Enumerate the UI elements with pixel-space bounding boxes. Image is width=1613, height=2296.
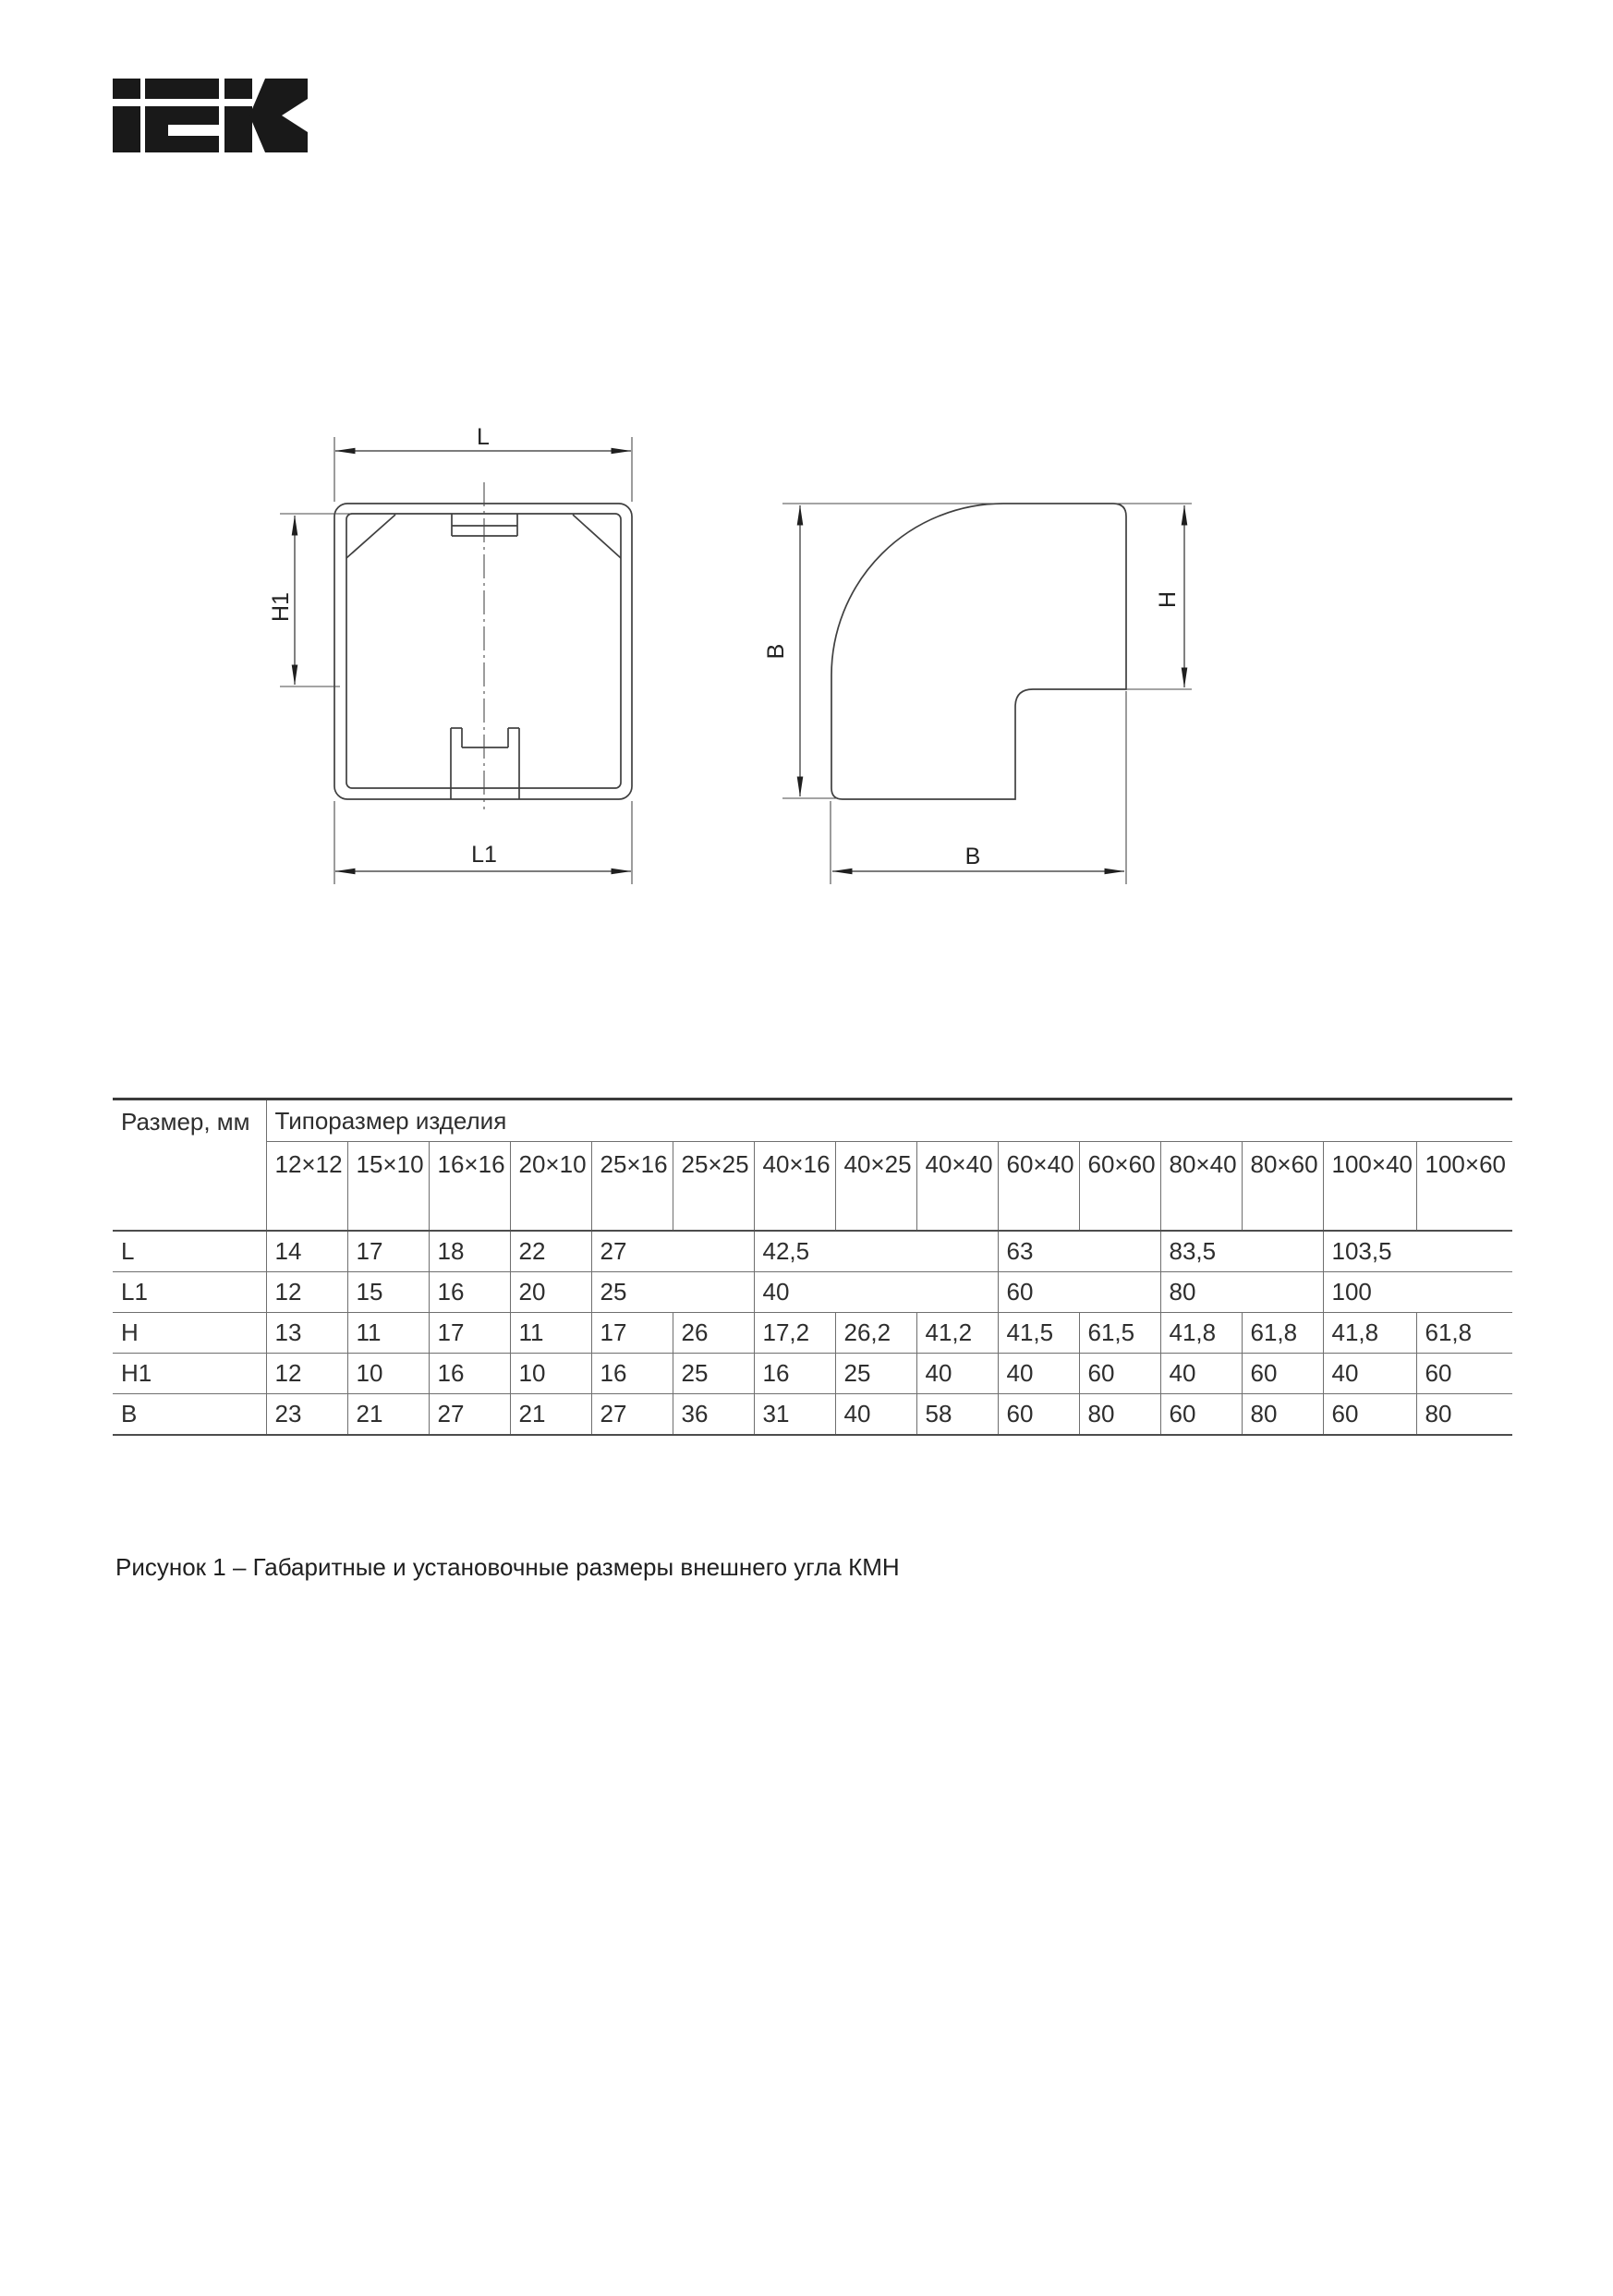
size-header-cell: 40×40 [916,1142,998,1232]
value-cell: 103,5 [1323,1231,1512,1272]
value-cell: 40 [998,1354,1079,1394]
value-cell: 27 [591,1231,754,1272]
side-view-drawing [758,471,1210,905]
value-cell: 21 [510,1394,591,1436]
dim-label-B-bottom: B [964,844,981,869]
logo-k-bar-top [224,79,252,99]
value-cell: 80 [1242,1394,1323,1436]
value-cell: 22 [510,1231,591,1272]
value-cell: 17 [591,1313,673,1354]
value-cell: 10 [510,1354,591,1394]
dimension-H [1155,505,1184,687]
value-cell: 25 [673,1354,754,1394]
value-cell: 17 [429,1313,510,1354]
row-label: L1 [113,1272,266,1313]
value-cell: 17 [347,1231,429,1272]
value-cell: 41,8 [1323,1313,1416,1354]
value-cell: 16 [591,1354,673,1394]
table-body [113,1231,1512,1435]
value-cell: 27 [429,1394,510,1436]
value-cell: 41,5 [998,1313,1079,1354]
value-cell: 20 [510,1272,591,1313]
size-header-cell: 60×40 [998,1142,1079,1232]
value-cell: 61,8 [1242,1313,1323,1354]
value-cell: 60 [1242,1354,1323,1394]
size-header-cell: 100×40 [1323,1142,1416,1232]
value-cell: 25 [835,1354,916,1394]
size-header-cell: 25×16 [591,1142,673,1232]
value-cell: 31 [754,1394,835,1436]
logo-k-bar-bottom [224,106,252,152]
size-column-header: Размер, мм [113,1099,266,1232]
value-cell: 60 [1416,1354,1512,1394]
value-cell: 40 [1323,1354,1416,1394]
value-cell: 16 [429,1354,510,1394]
size-header-cell: 20×10 [510,1142,591,1232]
value-cell: 13 [266,1313,347,1354]
elbow-body-outline [831,504,1126,799]
value-cell: 60 [1323,1394,1416,1436]
value-cell: 14 [266,1231,347,1272]
size-header-cell: 80×60 [1242,1142,1323,1232]
value-cell: 60 [998,1272,1160,1313]
dim-label-B-left: B [763,643,789,660]
value-cell: 40 [835,1394,916,1436]
value-cell: 15 [347,1272,429,1313]
value-cell: 60 [1079,1354,1160,1394]
dimension-B-left [763,505,800,796]
corner-body-outline [334,482,632,809]
dim-label-H1: H1 [268,592,294,622]
figure-caption: Рисунок 1 – Габаритные и установочные размеры внешнего угла КМН [115,1553,900,1581]
extension-lines [782,504,1192,884]
size-header-cell: 60×60 [1079,1142,1160,1232]
value-cell: 26 [673,1313,754,1354]
value-cell: 26,2 [835,1313,916,1354]
dimension-L1 [334,801,632,884]
dimension-H1 [268,514,351,686]
value-cell: 12 [266,1354,347,1394]
size-header-cell: 80×40 [1160,1142,1242,1232]
value-cell: 40 [754,1272,998,1313]
value-cell: 61,8 [1416,1313,1512,1354]
dimensions-table [113,1098,1512,1436]
value-cell: 16 [754,1354,835,1394]
size-header-cell: 25×25 [673,1142,754,1232]
dim-label-H: H [1155,590,1181,609]
size-header-cell: 40×25 [835,1142,916,1232]
value-cell: 41,2 [916,1313,998,1354]
logo-k-chevron [249,79,308,152]
table-row [113,1313,1512,1354]
size-header-cell: 16×16 [429,1142,510,1232]
value-cell: 10 [347,1354,429,1394]
value-cell: 58 [916,1394,998,1436]
logo-e-body [145,106,219,152]
value-cell: 80 [1079,1394,1160,1436]
value-cell: 11 [510,1313,591,1354]
group-header-row [113,1099,1512,1142]
value-cell: 25 [591,1272,754,1313]
logo-i-dot [113,79,140,99]
value-cell: 83,5 [1160,1231,1323,1272]
value-cell: 11 [347,1313,429,1354]
iek-logo [113,79,309,152]
value-cell: 42,5 [754,1231,998,1272]
value-cell: 21 [347,1394,429,1436]
table-header [113,1099,1512,1232]
table-row [113,1231,1512,1272]
row-label: H1 [113,1354,266,1394]
value-cell: 17,2 [754,1313,835,1354]
table-row [113,1394,1512,1436]
size-header-cell: 40×16 [754,1142,835,1232]
value-cell: 61,5 [1079,1313,1160,1354]
logo-i-stem [113,106,140,152]
value-cell: 23 [266,1394,347,1436]
value-cell: 63 [998,1231,1160,1272]
table-row [113,1272,1512,1313]
size-header-cell: 12×12 [266,1142,347,1232]
value-cell: 80 [1416,1394,1512,1436]
value-cell: 12 [266,1272,347,1313]
row-label: L [113,1231,266,1272]
value-cell: 36 [673,1394,754,1436]
table-row [113,1354,1512,1394]
value-cell: 16 [429,1272,510,1313]
size-header-row [113,1142,1512,1232]
value-cell: 18 [429,1231,510,1272]
value-cell: 27 [591,1394,673,1436]
logo-e-top [145,79,219,99]
value-cell: 100 [1323,1272,1512,1313]
value-cell: 41,8 [1160,1313,1242,1354]
size-header-cell: 15×10 [347,1142,429,1232]
value-cell: 60 [998,1394,1079,1436]
dim-label-L1: L1 [471,842,497,868]
dim-label-L: L [477,424,490,450]
group-header: Типоразмер изделия [266,1099,1512,1142]
dimension-B-bottom [832,844,1124,871]
size-header-cell: 100×60 [1416,1142,1512,1232]
front-view-drawing [268,420,656,901]
row-label: B [113,1394,266,1436]
row-label: H [113,1313,266,1354]
value-cell: 40 [1160,1354,1242,1394]
value-cell: 40 [916,1354,998,1394]
value-cell: 60 [1160,1394,1242,1436]
value-cell: 80 [1160,1272,1323,1313]
dimension-L [334,424,632,502]
